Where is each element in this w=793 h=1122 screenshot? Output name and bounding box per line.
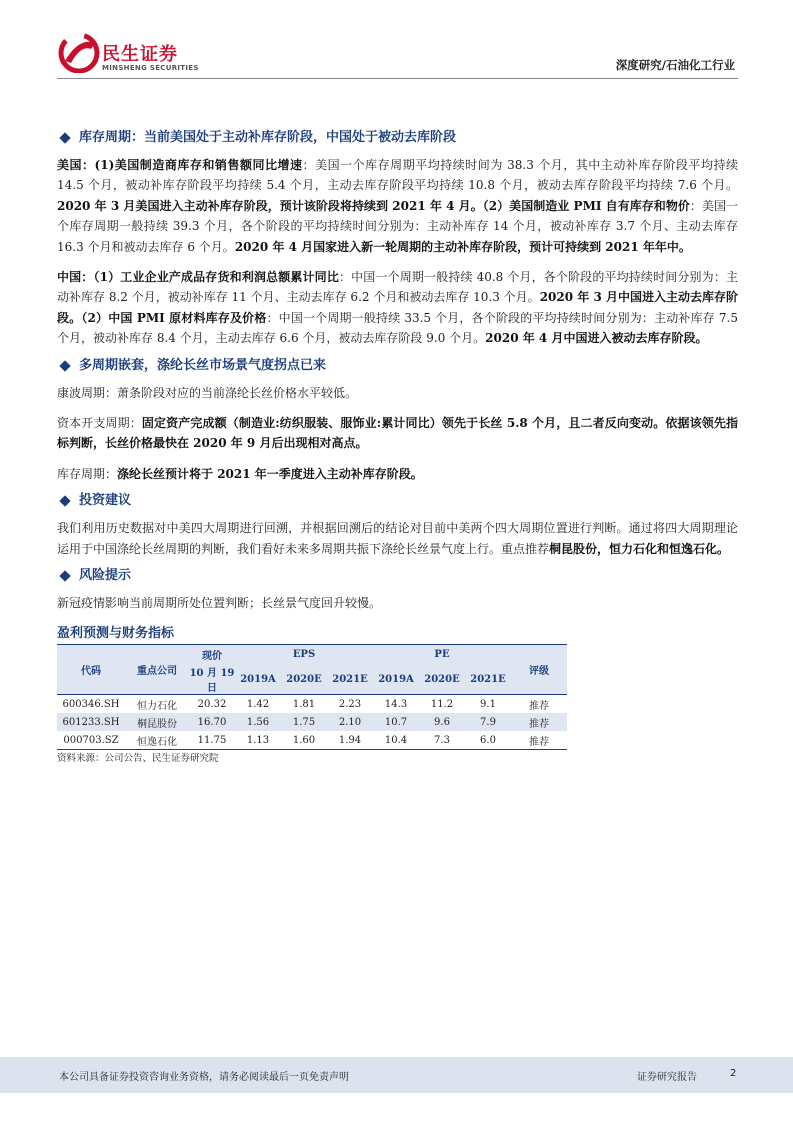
- cell-eps: 1.94: [327, 731, 373, 750]
- cell-company: 桐昆股份: [125, 713, 189, 731]
- cell-eps: 1.75: [281, 713, 327, 731]
- header-year: 2020E: [419, 664, 465, 695]
- us-paragraph: 美国：(1)美国制造商库存和销售额同比增速：美国一个库存周期平均持续时间为 38.3 个月，其中主动补库存阶段平均持续 14.5 个月，被动补库存阶段平均持续 5.4 个月，主动去库存阶段平均持续 10.8 个月，被动去库存阶段平均持续 7.6 个月。2020 年 3 月美国进入主动补库存阶段，预计该阶段将持续到 2021 年 4 月。（2）美国制造业 PMI 自有库存和物价：美国一个库存周期一般持续 39.3 个月，各个阶段的平均持续时间分别为：主动补库存 14 个月，被动补库存 3.7 个月、主动去库存 16.3 个月和被动去库存 6 个月。2020 年 4 月国家进入新一轮周期的主动补库存阶段，预计可持续到 2021 年年中。: [57, 158, 738, 254]
- section-heading-inventory-cycle: 库存周期：当前美国处于主动补库存阶段，中国处于被动去库阶段: [57, 127, 738, 149]
- section-heading-risk: 风险提示: [57, 565, 738, 587]
- cell-price: 16.70: [189, 713, 235, 731]
- header-code: 代码: [57, 645, 125, 695]
- cell-pe: 14.3: [373, 695, 419, 714]
- cell-eps: 1.42: [235, 695, 281, 714]
- table-row: [57, 695, 567, 714]
- brand-name: 民生证券: [102, 44, 178, 65]
- capex-paragraph: 资本开支周期：固定资产完成额（制造业:纺织服装、服饰业:累计同比）领先于长丝 5.8 个月，且二者反向变动。依据该领先指标判断，长丝价格最快在 2020 年 9 月后出现相对高点。: [57, 416, 738, 451]
- risk-paragraph: 新冠疫情影响当前周期所处位置判断；长丝景气度回升较慢。: [57, 596, 382, 611]
- brand-name-en: MINSHENG SECURITIES: [102, 64, 199, 72]
- cell-eps: 1.60: [281, 731, 327, 750]
- header-rating: 评级: [511, 645, 567, 695]
- cell-price: 20.32: [189, 695, 235, 714]
- header-price-date: 10 月 19 日: [189, 664, 235, 695]
- cell-pe: 9.1: [465, 695, 511, 714]
- cell-rating: 推荐: [511, 713, 567, 731]
- cell-pe: 7.9: [465, 713, 511, 731]
- cell-pe: 11.2: [419, 695, 465, 714]
- table-row: [57, 713, 567, 731]
- table-title: 盈利预测与财务指标: [57, 625, 175, 641]
- cell-rating: 推荐: [511, 695, 567, 714]
- inventory-paragraph: 库存周期：涤纶长丝预计将于 2021 年一季度进入主动补库存阶段。: [57, 466, 423, 481]
- cell-pe: 6.0: [465, 731, 511, 750]
- header-price: 现价: [189, 645, 235, 664]
- diamond-bullet-icon: [59, 132, 70, 143]
- cell-company: 恒逸石化: [125, 731, 189, 750]
- page-number: 2: [730, 1068, 737, 1079]
- advice-paragraph: 我们利用历史数据对中美四大周期进行回溯，并根据回溯后的结论对目前中美两个四大周期位置进行判断。通过将四大周期理论运用于中国涤纶长丝周期的判断，我们看好未来多周期共振下涤纶长丝景气度上行。重点推荐桐昆股份，恒力石化和恒逸石化。: [57, 521, 738, 556]
- cell-pe: 10.7: [373, 713, 419, 731]
- page-footer: [0, 1057, 793, 1093]
- header-year: 2020E: [281, 664, 327, 695]
- header-company: 重点公司: [125, 645, 189, 695]
- cell-company: 恒力石化: [125, 695, 189, 714]
- diamond-bullet-icon: [59, 496, 70, 507]
- cell-eps: 2.23: [327, 695, 373, 714]
- cell-code: 000703.SZ: [57, 731, 125, 750]
- cell-eps: 2.10: [327, 713, 373, 731]
- cell-price: 11.75: [189, 731, 235, 750]
- header-year: 2021E: [327, 664, 373, 695]
- cell-code: 600346.SH: [57, 695, 125, 714]
- header-year: 2021E: [465, 664, 511, 695]
- document-type: 深度研究/石油化工行业: [615, 58, 735, 72]
- minsheng-logo-icon: [57, 33, 101, 73]
- page-header: [0, 0, 793, 80]
- main-content: [57, 127, 738, 768]
- cell-code: 601233.SH: [57, 713, 125, 731]
- cell-eps: 1.81: [281, 695, 327, 714]
- section-heading-multi-cycle: 多周期嵌套，涤纶长丝市场景气度拐点已来: [57, 355, 738, 377]
- header-eps: EPS: [235, 645, 373, 664]
- cell-eps: 1.13: [235, 731, 281, 750]
- china-paragraph: 中国：（1）工业企业产成品存货和利润总额累计同比：中国一个周期一般持续 40.8 个月，各个阶段的平均持续时间分别为：主动补库存 8.2 个月，被动补库存 11 个月、主动去库存 6.2 个月和被动去库存 10.3 个月。2020 年 3 月中国进入主动去库存阶段。（2）中国 PMI 原材料库存及价格：中国一个周期一般持续 33.5 个月，各个阶段的平均持续时间分别为：主动补库存 7.5 个月，被动补库存 8.4 个月，主动去库存 6.6 个月，被动去库存阶段 9.0 个月。2020 年 4 月中国进入被动去库存阶段。: [57, 270, 738, 346]
- kondratieff-paragraph: 康波周期：萧条阶段对应的当前涤纶长丝价格水平较低。: [57, 385, 358, 400]
- diamond-bullet-icon: [59, 570, 70, 581]
- diamond-bullet-icon: [59, 360, 70, 371]
- table-source-note: 资料来源：公司公告、民生证券研究院: [57, 753, 219, 764]
- cell-rating: 推荐: [511, 731, 567, 750]
- earnings-forecast-table: [57, 645, 567, 750]
- section-heading-investment-advice: 投资建议: [57, 490, 738, 512]
- header-year: 2019A: [235, 664, 281, 695]
- report-type-label: 证券研究报告: [637, 1072, 697, 1083]
- cell-pe: 10.4: [373, 731, 419, 750]
- cell-eps: 1.56: [235, 713, 281, 731]
- disclaimer-notice: 本公司具备证券投资咨询业务资格，请务必阅读最后一页免责声明: [59, 1072, 349, 1083]
- cell-pe: 9.6: [419, 713, 465, 731]
- cell-pe: 7.3: [419, 731, 465, 750]
- table-row: [57, 731, 567, 750]
- header-pe: PE: [373, 645, 511, 664]
- header-divider: [57, 78, 738, 79]
- header-year: 2019A: [373, 664, 419, 695]
